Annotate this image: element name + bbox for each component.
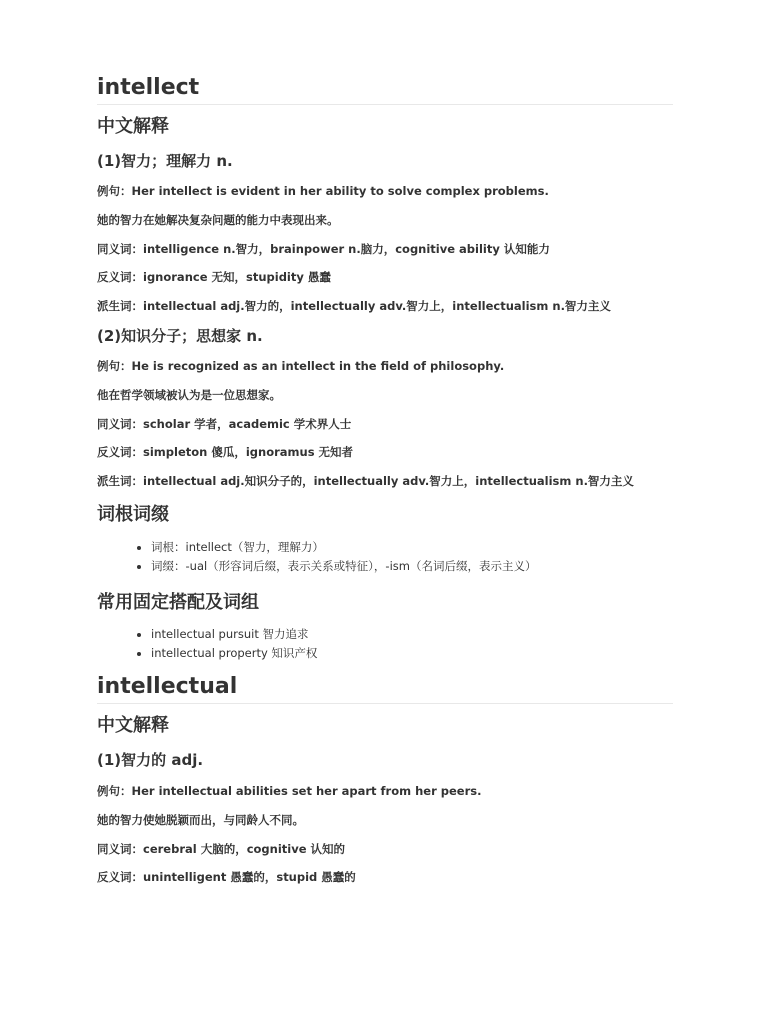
- phrases-list: [97, 625, 673, 663]
- derivatives-line: 派生词：intellectual adj.智力的，intellectually adv.智力上，intellectualism n.智力主义: [97, 299, 611, 313]
- list-item: intellectual pursuit 智力追求: [97, 625, 673, 644]
- entry-title-intellect: intellect: [97, 73, 673, 105]
- example-sentence: 例句：He is recognized as an intellect in the field of philosophy.: [97, 359, 505, 373]
- example-sentence: 例句：Her intellectual abilities set her apart from her peers.: [97, 784, 482, 798]
- antonyms-line: 反义词：simpleton 傻瓜，ignoramus 无知者: [97, 445, 354, 459]
- roots-list: [97, 538, 673, 576]
- sense-heading: (1)智力；理解力 n.: [97, 152, 233, 170]
- list-item: 词根：intellect（智力，理解力）: [97, 538, 673, 557]
- synonyms-line: 同义词：scholar 学者，academic 学术界人士: [97, 417, 352, 431]
- sense-heading: (1)智力的 adj.: [97, 751, 204, 769]
- example-translation: 她的智力使她脱颖而出，与同龄人不同。: [97, 813, 304, 827]
- list-item: intellectual property 知识产权: [97, 644, 673, 663]
- derivatives-line: 派生词：intellectual adj.知识分子的，intellectually adv.智力上，intellectualism n.智力主义: [97, 474, 634, 488]
- section-heading-roots: 词根词缀: [97, 504, 169, 525]
- example-translation: 她的智力在她解决复杂问题的能力中表现出来。: [97, 213, 339, 227]
- sense-heading: (2)知识分子；思想家 n.: [97, 327, 263, 345]
- entry-title-intellectual: intellectual: [97, 672, 673, 704]
- example-sentence: 例句：Her intellect is evident in her ability to solve complex problems.: [97, 184, 549, 198]
- list-item: 词缀：-ual（形容词后缀，表示关系或特征），-ism（名词后缀，表示主义）: [97, 557, 673, 576]
- section-heading-chinese: 中文解释: [97, 116, 169, 137]
- example-translation: 他在哲学领域被认为是一位思想家。: [97, 388, 281, 402]
- synonyms-line: 同义词：intelligence n.智力，brainpower n.脑力，cognitive ability 认知能力: [97, 242, 550, 256]
- section-heading-chinese: 中文解释: [97, 715, 169, 736]
- section-heading-phrases: 常用固定搭配及词组: [97, 592, 259, 613]
- synonyms-line: 同义词：cerebral 大脑的，cognitive 认知的: [97, 842, 346, 856]
- antonyms-line: 反义词：ignorance 无知，stupidity 愚蠢: [97, 270, 331, 284]
- antonyms-line: 反义词：unintelligent 愚蠢的，stupid 愚蠢的: [97, 870, 356, 884]
